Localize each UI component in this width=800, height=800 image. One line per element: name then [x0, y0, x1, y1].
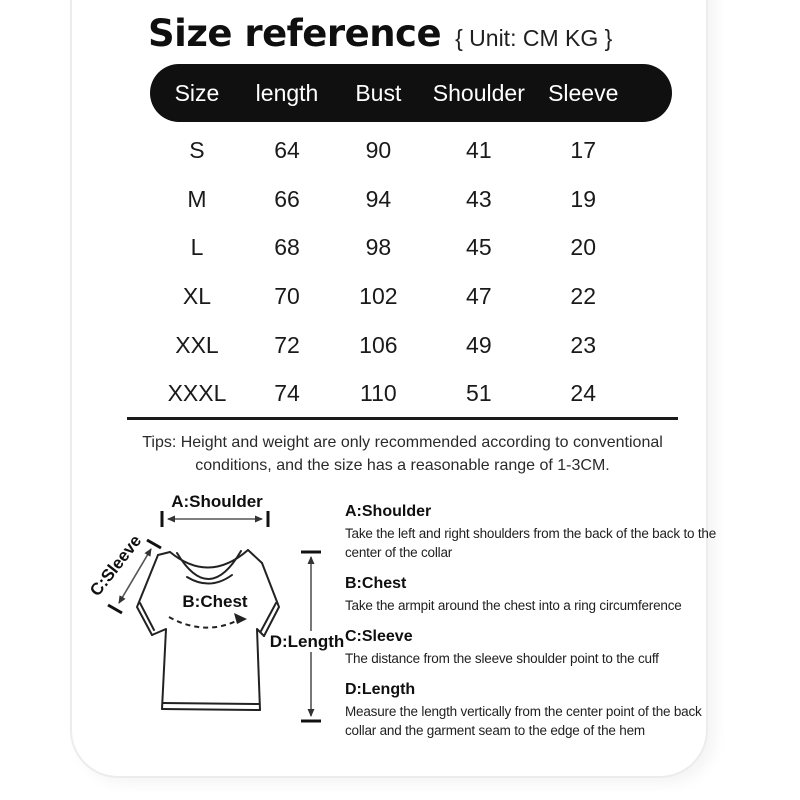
cell-size: XXL [175, 331, 219, 358]
cell-shoulder: 43 [466, 185, 492, 212]
table-row [150, 175, 672, 224]
cell-length: 66 [274, 185, 300, 212]
cell-bust: 98 [365, 234, 392, 261]
cell-length: 70 [274, 282, 300, 309]
chest-label: B:Chest [182, 592, 248, 611]
guide-title: B:Chest [345, 575, 407, 592]
guide-desc: The distance from the sleeve shoulder point to the cuff [345, 651, 659, 666]
page-header [148, 12, 612, 55]
cell-shoulder: 49 [466, 331, 492, 358]
tshirt-drawing-icon [137, 550, 279, 710]
cell-length: 64 [274, 136, 300, 163]
guide-title: D:Length [345, 681, 416, 698]
table-row [150, 126, 672, 175]
measure-guide [345, 503, 730, 753]
column-header-length: length [255, 79, 319, 106]
chest-arrowhead-icon [234, 613, 247, 624]
chest-arrow-icon [169, 617, 238, 628]
cell-size: S [189, 136, 205, 163]
guide-desc: Take the left and right shoulders from the back of the back to the center of the collar [345, 526, 717, 560]
cell-length: 74 [274, 380, 300, 407]
cell-bust: 90 [365, 136, 392, 163]
table-row [150, 369, 672, 418]
cell-shoulder: 41 [466, 136, 492, 163]
guide-desc: Measure the length vertically from the center point of the back collar and the garment seam to the edge of the hem [345, 704, 702, 738]
cell-length: 68 [274, 234, 300, 261]
tshirt-measurement-diagram [82, 487, 352, 737]
cell-sleeve: 17 [570, 136, 597, 163]
table-row [150, 272, 672, 321]
cell-length: 72 [274, 331, 300, 358]
cell-sleeve: 24 [570, 380, 597, 407]
column-header-shoulder: Shoulder [432, 79, 525, 106]
guide-item-shoulder [345, 503, 730, 562]
cell-bust: 106 [359, 331, 398, 358]
page-title: Size reference [148, 12, 442, 55]
cell-bust: 110 [360, 380, 397, 407]
cell-shoulder: 47 [466, 282, 492, 309]
sleeve-label: C:Sleeve [86, 531, 146, 600]
guide-item-chest [345, 575, 730, 615]
cell-shoulder: 45 [466, 234, 492, 261]
cell-sleeve: 22 [570, 282, 597, 309]
cell-size: XXXL [167, 380, 227, 407]
size-table-header [150, 64, 672, 122]
cell-size: XL [182, 282, 212, 309]
shoulder-label: A:Shoulder [171, 492, 263, 511]
guide-title: A:Shoulder [345, 503, 432, 520]
table-row [150, 223, 672, 272]
guide-item-sleeve [345, 628, 730, 668]
table-row [150, 321, 672, 370]
column-header-bust: Bust [355, 79, 402, 106]
cell-sleeve: 20 [570, 234, 597, 261]
guide-desc: Take the armpit around the chest into a ring circumference [345, 598, 682, 613]
column-header-sleeve: Sleeve [548, 79, 619, 106]
cell-bust: 94 [365, 185, 392, 212]
table-bottom-rule [127, 417, 678, 420]
cell-shoulder: 51 [466, 380, 492, 407]
column-header-size: Size [174, 79, 220, 106]
cell-sleeve: 23 [570, 331, 597, 358]
cell-size: L [190, 234, 204, 261]
cell-sleeve: 19 [570, 185, 597, 212]
cell-bust: 102 [359, 282, 398, 309]
guide-title: C:Sleeve [345, 628, 413, 645]
tips-text: Tips: Height and weight are only recommended according to conventional conditions, and the size has a reasonable range of 1-3CM. [142, 434, 663, 474]
cell-size: M [187, 185, 207, 212]
guide-item-length [345, 681, 730, 740]
size-table-body [150, 126, 672, 418]
length-label: D:Length [269, 632, 345, 651]
unit-note: { Unit: CM KG } [455, 25, 613, 51]
